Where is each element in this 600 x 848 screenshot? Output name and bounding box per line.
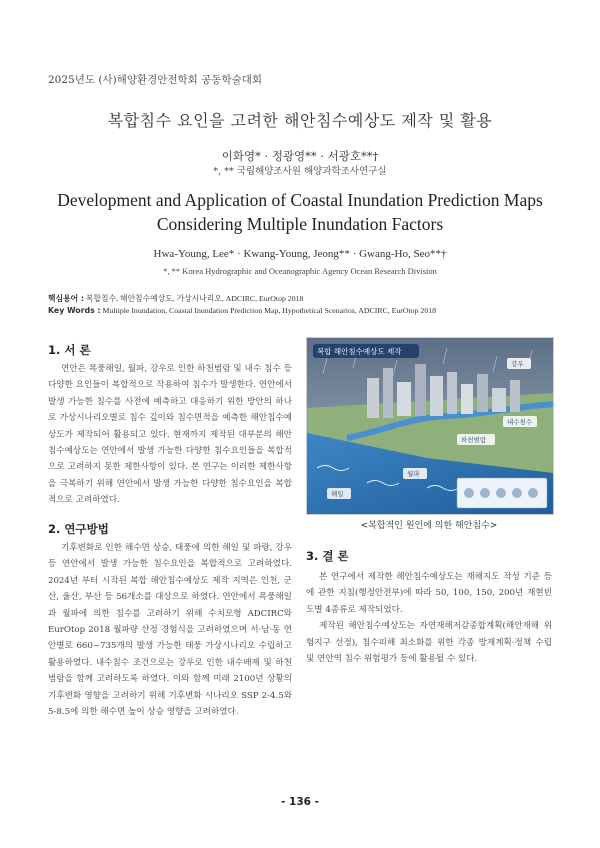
section-1-body: 연안은 폭풍해일, 월파, 강우로 인한 하천범람 및 내수 침수 등 다양한 요인들이 복합적으로 작용하여 침수가 발생한다. 연안에서 발생 가능한 침수를 사전에 예측하고 대응하기 위한 방안의 하나로 가상시나리오별로 침수 깊이와 침수면적을 예측한 해안침수예상도가 제작되어 활용되고 있다. 현재까지 제작된 대부분의 해안침수예상도는 연안에서 발생 가능한 다양한 침수요인들을 복합적으로 고려하지 못한 제한사항이 있다. 본 연구는 이러한 제한사항을 극복하기 위해 연안에서 발생 가능한 다양한 침수요인을 복합적으로 고려하였다. xyxy=(48,364,292,506)
keywords-english xyxy=(48,306,436,315)
label-inland-flood: 내수침수 xyxy=(507,418,533,426)
keywords-korean-label: 핵심용어 : xyxy=(48,294,84,303)
keywords-english-label: Key Words : xyxy=(48,306,101,315)
title-en-line-2: Considering Multiple Inundation Factors xyxy=(156,214,444,234)
keywords-korean-text: 복합침수, 해안침수예상도, 가상시나리오, ADCIRC, EurOtop 2018 xyxy=(83,294,304,303)
section-3-paragraph-2: 제작된 해안침수예상도는 자연재해저감종합계획(해안재해 위험지구 선정), 침수피해 최소화를 위한 각종 방재계획·정책 수립 및 연안역 침수 위험평가 등에 활용될 수 있다. xyxy=(306,621,552,665)
page-number: - 136 - xyxy=(281,796,319,808)
affiliation-english: *, ** Korea Hydrographic and Oceanographic Agency Ocean Research Division xyxy=(163,266,437,276)
label-river-flood: 하천범람 xyxy=(461,436,487,444)
figure-title-text: 복합 해안침수예상도 제작 xyxy=(317,347,402,356)
keywords-korean xyxy=(48,293,303,304)
section-3-paragraph-1: 본 연구에서 제작한 해안침수예상도는 재해지도 작성 기준 등에 관한 지침(행정안전부)에 따라 50, 100, 150, 200년 재현빈도별 4종류로 제작되었다. xyxy=(306,572,552,615)
label-rain: 강우 xyxy=(511,360,524,368)
section-3-heading: 3. 결 론 xyxy=(306,549,349,563)
label-surge: 해일 xyxy=(331,490,344,498)
coastal-inundation-figure xyxy=(306,337,554,515)
figure-illustration xyxy=(307,338,553,514)
affiliation-korean: *, ** 국립해양조사원 해양과학조사연구실 xyxy=(213,166,387,177)
conference-header: 2025년도 (사)해양환경안전학회 공동학술대회 xyxy=(48,74,263,86)
keywords-english-text: Multiple Inundation, Coastal Inundation Prediction Map, Hypothetical Scenarios, ADCIRC, EurOtop 2018 xyxy=(100,306,437,315)
section-2-heading: 2. 연구방법 xyxy=(48,522,109,536)
paper-title-korean: 복합침수 요인을 고려한 해안침수예상도 제작 및 활용 xyxy=(107,111,493,130)
authors-english: Hwa-Young, Lee* · Kwang-Young, Jeong** · Gwang-Ho, Seo**† xyxy=(153,248,447,260)
figure-caption: <복합적인 원인에 의한 해안침수> xyxy=(360,521,498,531)
label-overtopping: 월파 xyxy=(407,470,420,478)
section-2-body: 기후변화로 인한 해수면 상승, 태풍에 의한 해일 및 파랑, 강우 등 연안에서 발생 가능한 침수요인을 복합적으로 고려하였다. 2024년 부터 시작된 복합 해안침수예상도 제작 지역은 인천, 군산, 울산, 부산 등 56개소를 대상으로 하였다. 연안에서 폭풍해일과 월파에 의한 침수를 고려하기 위해 수치모형 ADCIRC와 EurOtop 2018 월파량 산정 경험식을 고려하였으며 서·남·동 연안별로 660~735개의 발생 가능한 태풍 가상시나리오 수립하고 활용하였다. 내수침수 조건으로는 강우로 인한 내수배제 및 하천범람을 함께 고려하도록 하였다. 이와 함께 미래 2100년 상황의 기후변화 영향을 고려하기 위해 기후변화 시나리오 SSP 2-4.5와 5-8.5에 의한 해수면 높이 상승 영향을 고려하였다. xyxy=(48,543,292,718)
paper-title-english xyxy=(0,188,600,236)
authors-korean: 이화영* · 정광영** · 서광호**† xyxy=(221,149,379,163)
section-1-heading: 1. 서 론 xyxy=(48,343,91,357)
section-3-body xyxy=(306,569,552,667)
title-en-line-1: Development and Application of Coastal Inundation Prediction Maps xyxy=(57,190,543,210)
